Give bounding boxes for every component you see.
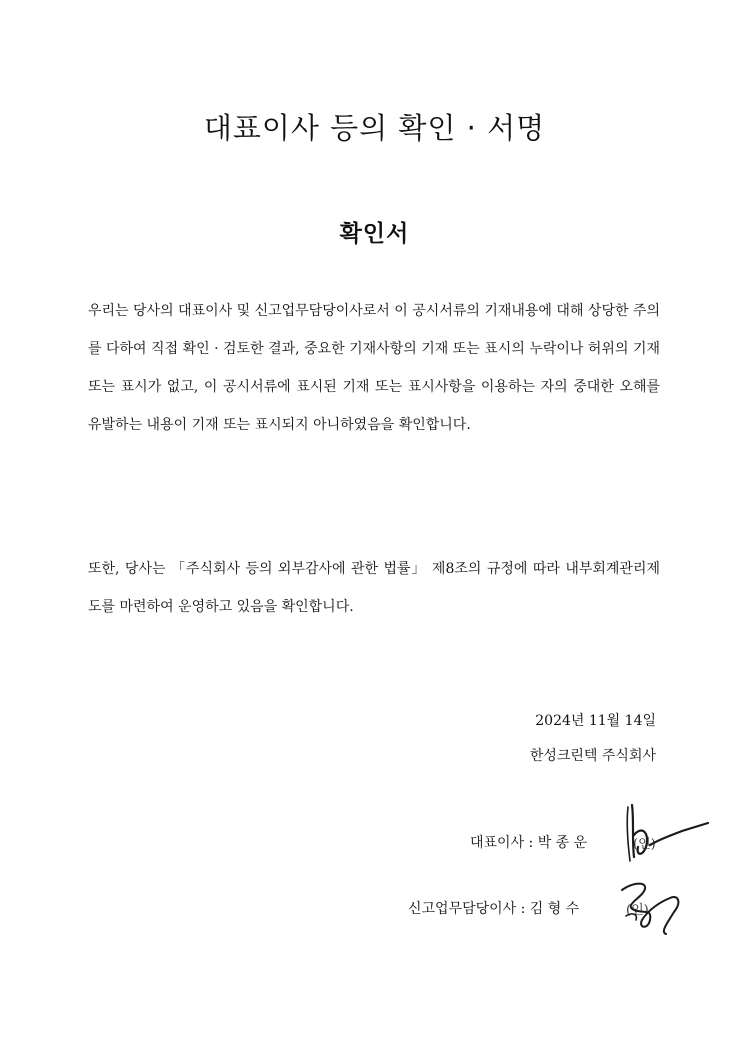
ceo-signer-line: 대표이사 : 박 종 운 bbox=[470, 835, 588, 851]
ceo-seal-mark: (인) bbox=[633, 837, 656, 852]
company-name: 한성크린텍 주식회사 bbox=[529, 748, 656, 764]
document-title: 대표이사 등의 확인 · 서명 bbox=[203, 111, 546, 145]
confirmation-paragraph-2: 또한, 당사는 「주식회사 등의 외부감사에 관한 법률」 제8조의 규정에 따라 내부회계관리제도를 마련하여 운영하고 있음을 확인합니다. bbox=[88, 561, 660, 615]
document-subtitle: 확인서 bbox=[339, 221, 410, 247]
confirmation-paragraph-1: 우리는 당사의 대표이사 및 신고업무담당이사로서 이 공시서류의 기재내용에 대해 상당한 주의를 다하여 직접 확인 · 검토한 결과, 중요한 기재사항의 기재 또는 표시의 누락이나 허위의 기재 또는 표시가 없고, 이 공시서류에 표시된 기재 또는 표시사항을 이용하는 자의 중대한 오해를 유발하는 내용이 기재 또는 표시되지 아니하였음을 확인합니다. bbox=[88, 303, 660, 433]
date-company-block bbox=[530, 704, 656, 774]
document-date: 2024년 11월 14일 bbox=[535, 713, 656, 729]
disclosure-officer-signer-line: 신고업무담당이사 : 김 형 수 bbox=[408, 901, 580, 917]
disclosure-officer-signature bbox=[612, 872, 692, 942]
ceo-signature bbox=[620, 795, 715, 870]
disclosure-officer-seal-mark: (인) bbox=[626, 903, 649, 918]
